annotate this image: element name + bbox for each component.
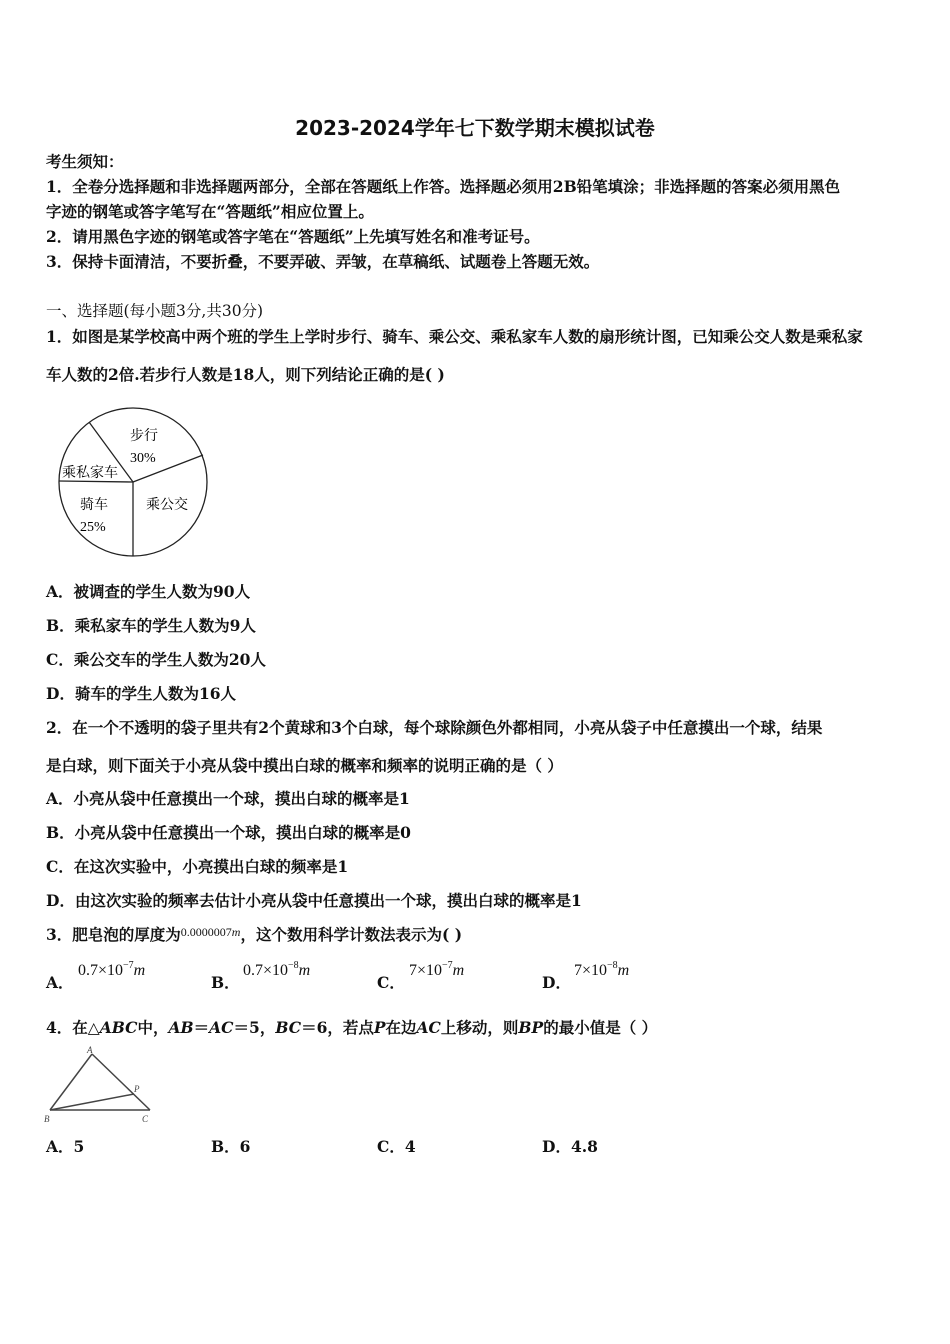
q3-text (46, 925, 462, 946)
q2-option-c: C．在这次实验中，小亮摸出白球的频率是1 (46, 857, 349, 876)
q3-option-b-value: $0.7\times 10^{-8}m$ (243, 960, 311, 979)
segment-bp (50, 1094, 134, 1110)
triangle-side-ab (50, 1054, 92, 1110)
section-heading: 一、选择题(每小题3分,共30分) (46, 302, 264, 320)
notice-item-3: 3．保持卡面清洁，不要折叠，不要弄破、弄皱，在草稿纸、试题卷上答题无效。 (46, 252, 600, 271)
q1-pie-chart (50, 400, 220, 565)
pie-label-bike: 骑车 (80, 498, 108, 513)
q1-option-d: D．骑车的学生人数为16人 (46, 684, 237, 703)
q2-text-line-2: 是白球，则下面关于小亮从袋中摸出白球的概率和频率的说明正确的是（ ） (46, 756, 563, 775)
vertex-a-label: A (87, 1045, 93, 1055)
q1-option-c: C．乘公交车的学生人数为20人 (46, 650, 266, 669)
q3-text-after: ，这个数用科学计数法表示为( ) (240, 925, 463, 944)
pie-label-walk: 步行 (130, 429, 158, 444)
q3-value: 0.0000007m (180, 925, 241, 939)
q4-option-c: C．4 (377, 1137, 416, 1156)
notice-item-1-line-2: 字迹的钢笔或答字笔写在“答题纸”相应位置上。 (46, 202, 374, 221)
q4-triangle-figure (42, 1044, 160, 1126)
triangle-side-ac (92, 1054, 150, 1110)
q4-option-b: B．6 (211, 1137, 251, 1156)
q2-text-line-1: 2．在一个不透明的袋子里共有2个黄球和3个白球，每个球除颜色外都相同，小亮从袋子中任意摸出一个球，结果 (46, 718, 823, 737)
q4-option-d: D．4.8 (542, 1137, 598, 1156)
q3-text-before: 3．肥皂泡的厚度为 (46, 925, 181, 944)
notice-heading: 考生须知： (46, 152, 124, 171)
pie-pct-walk: 30% (130, 451, 156, 466)
vertex-b-label: B (44, 1114, 50, 1124)
q3-option-c-label: C． (377, 973, 405, 992)
point-p-label: P (134, 1084, 140, 1094)
q2-option-d: D．由这次实验的频率去估计小亮从袋中任意摸出一个球，摸出白球的概率是1 (46, 891, 582, 910)
q2-option-a: A．小亮从袋中任意摸出一个球，摸出白球的概率是1 (46, 789, 410, 808)
q1-text-line-1: 1．如图是某学校高中两个班的学生上学时步行、骑车、乘公交、乘私家车人数的扇形统计图，已知乘公交人数是乘私家 (46, 327, 863, 346)
q1-text-line-2: 车人数的2倍.若步行人数是18人，则下列结论正确的是( ) (46, 365, 445, 384)
q3-option-d-label: D． (542, 973, 571, 992)
q3-option-a-value: $0.7\times 10^{-7}m$ (78, 960, 146, 979)
q3-option-b-label: B． (211, 973, 240, 992)
pie-pct-bike: 25% (80, 520, 106, 535)
q4-text: 4．在△ABC中，AB＝AC＝5，BC＝6，若点P在边AC上移动，则BP的最小值是（ ） (46, 1018, 658, 1037)
q3-option-a-label: A． (46, 973, 74, 992)
q1-option-a: A．被调查的学生人数为90人 (46, 582, 251, 601)
q4-option-a: A．5 (46, 1137, 85, 1156)
q3-option-c-value: $7\times 10^{-7}m$ (409, 960, 465, 979)
q2-option-b: B．小亮从袋中任意摸出一个球，摸出白球的概率是0 (46, 823, 411, 842)
pie-divider-car-bike (59, 481, 133, 482)
vertex-c-label: C (142, 1114, 149, 1124)
pie-label-car: 乘私家车 (62, 466, 118, 481)
notice-item-2: 2．请用黑色字迹的钢笔或答字笔在“答题纸”上先填写姓名和准考证号。 (46, 227, 540, 246)
q3-option-d-value: $7\times 10^{-8}m$ (574, 960, 630, 979)
q1-option-b: B．乘私家车的学生人数为9人 (46, 616, 256, 635)
pie-label-bus: 乘公交 (146, 498, 188, 513)
page-title: 2023-2024学年七下数学期末模拟试卷 (295, 116, 655, 140)
notice-item-1-line-1: 1．全卷分选择题和非选择题两部分，全部在答题纸上作答。选择题必须用2B铅笔填涂；非选择题的答案必须用黑色 (46, 177, 841, 196)
